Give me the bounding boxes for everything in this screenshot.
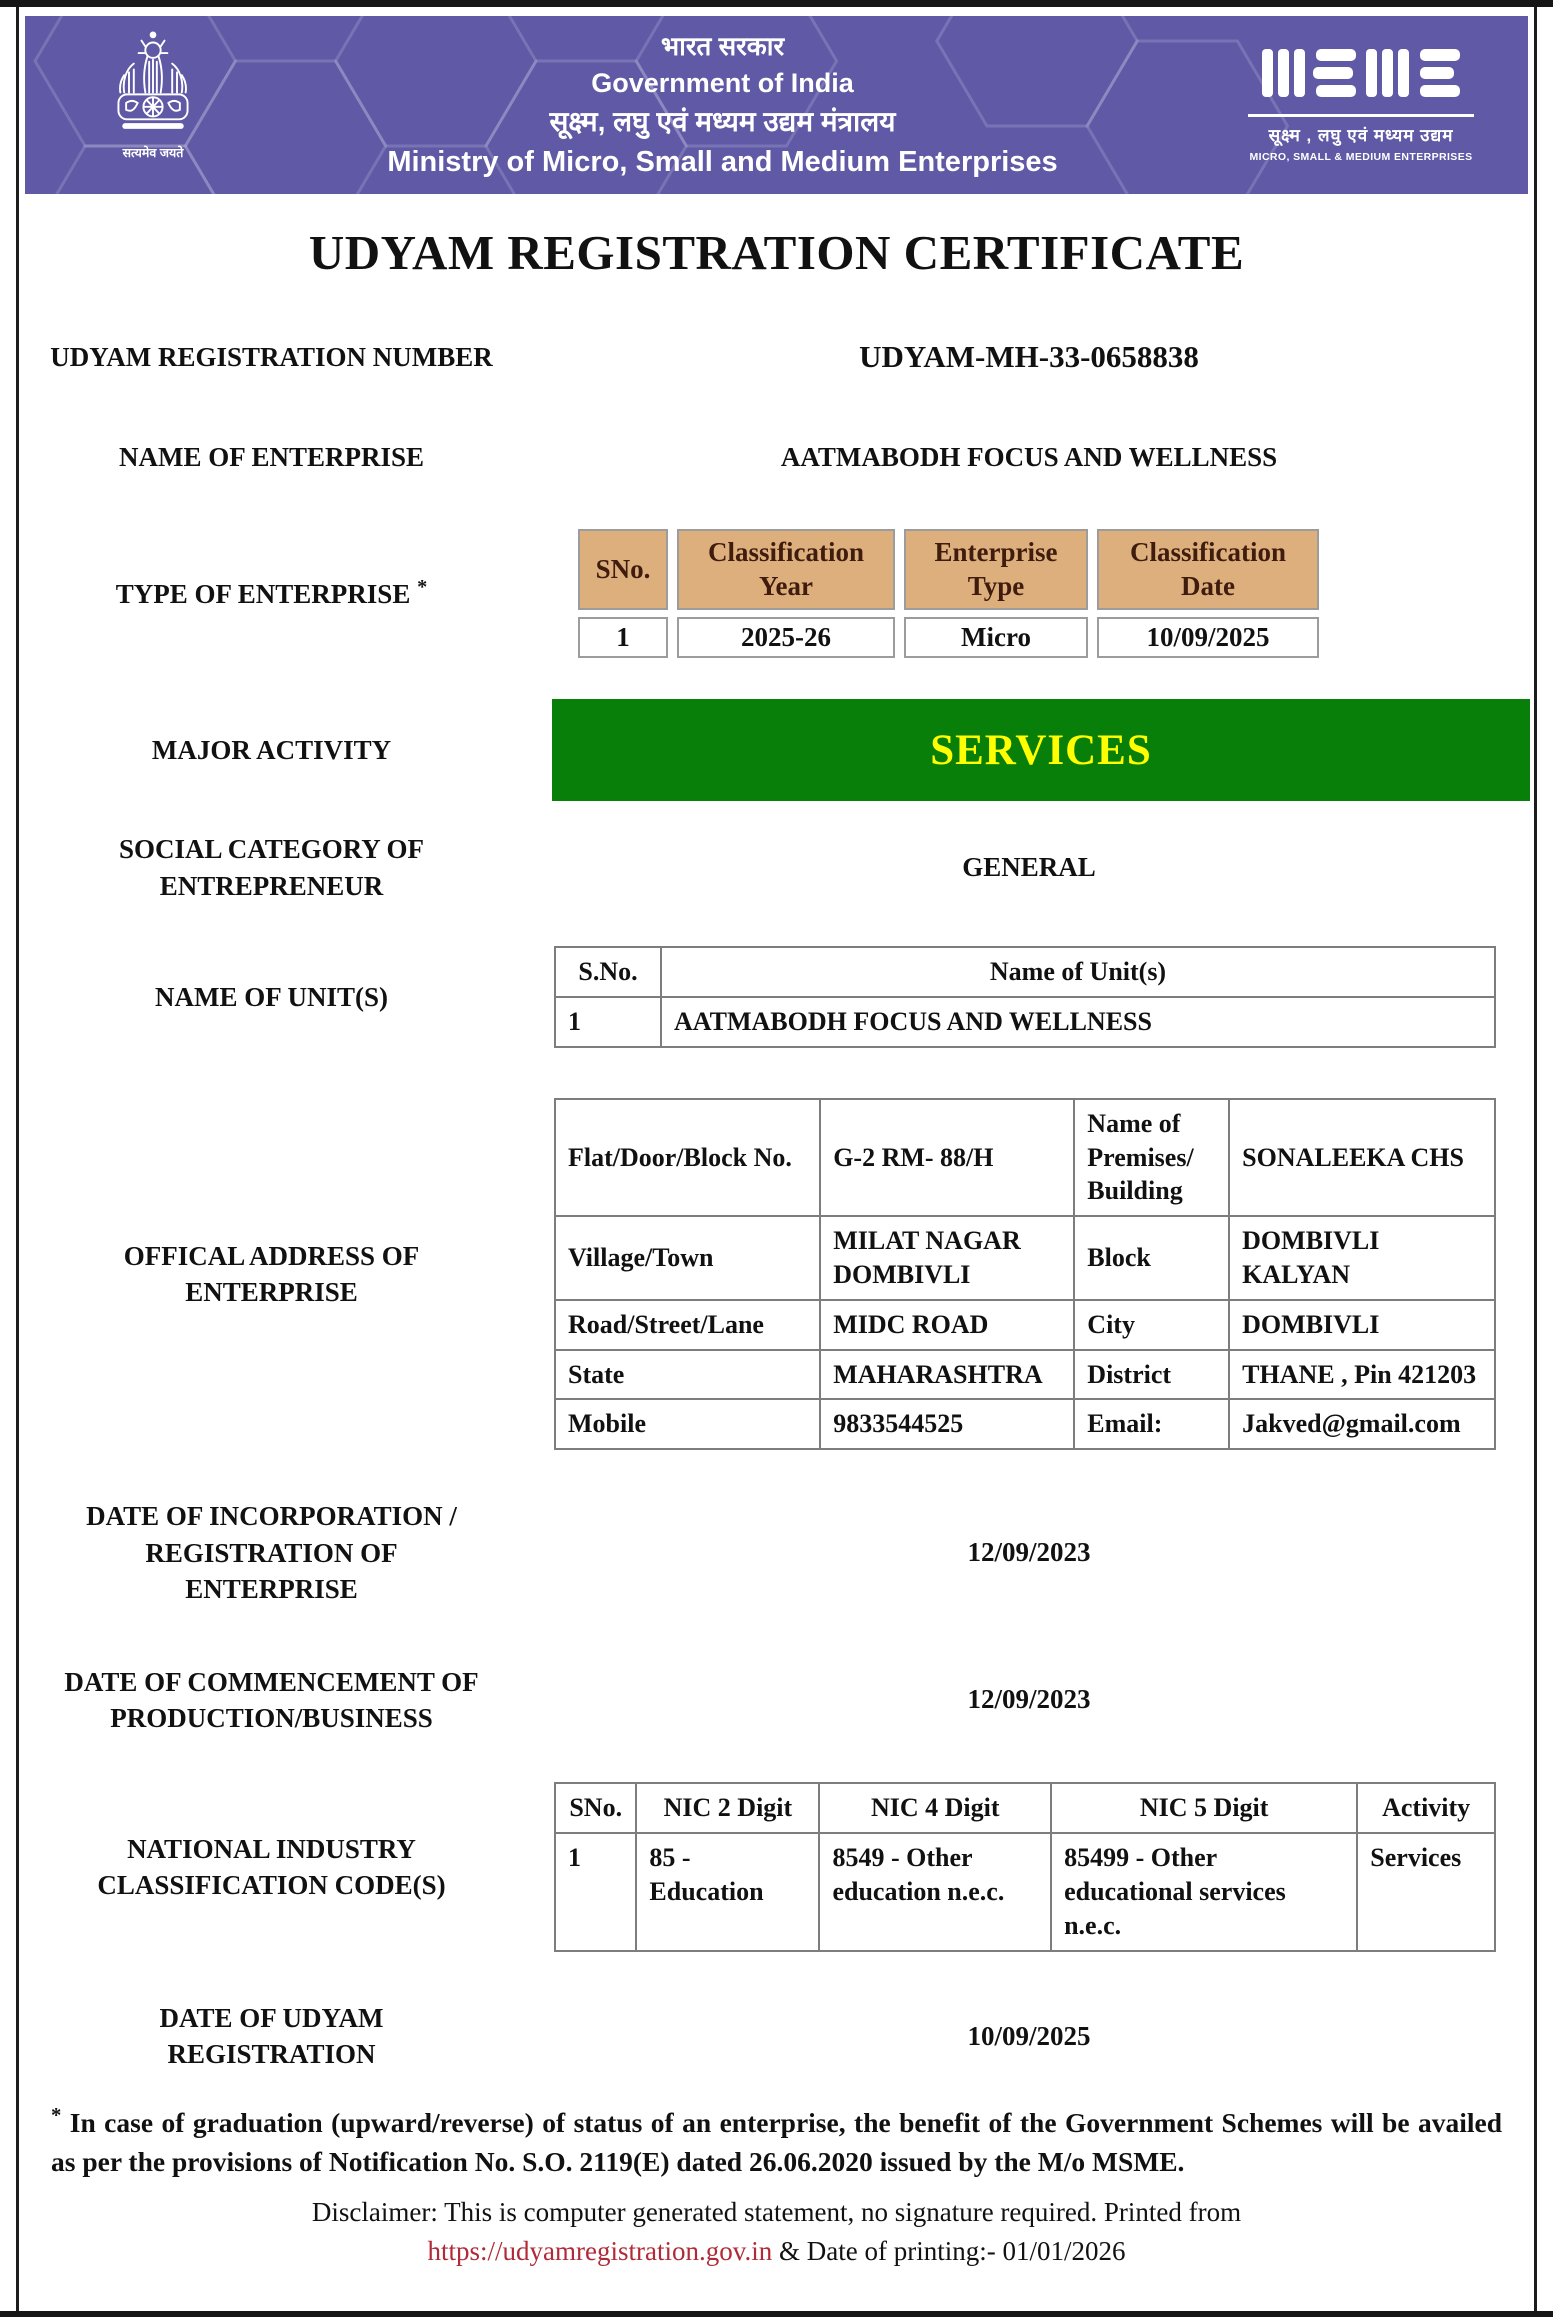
udyam-reg-date-label-text: DATE OF UDYAM REGISTRATION xyxy=(159,2002,384,2070)
table-cell: DOMBIVLI KALYAN xyxy=(1229,1216,1495,1300)
government-banner xyxy=(25,16,1528,194)
table-header-row xyxy=(578,529,1319,611)
disclaimer-text: Disclaimer: This is computer generated statement, no signature required. Printed from xyxy=(311,2196,1242,2227)
commencement-date-label: DATE OF COMMENCEMENT OF PRODUCTION/BUSINESS xyxy=(64,1666,479,1733)
msme-logo-icon xyxy=(1242,47,1480,163)
table-row xyxy=(578,617,1319,658)
major-activity-banner xyxy=(552,699,1530,801)
incorporation-date-label xyxy=(19,1498,524,1607)
table-cell: SONALEEKA CHS xyxy=(1229,1099,1495,1216)
column-header: NIC 5 Digit xyxy=(1051,1783,1357,1833)
table-cell: 1 xyxy=(578,617,668,658)
table-cell: 8549 - Other education n.e.c. xyxy=(819,1833,1051,1950)
column-header: S.No. xyxy=(555,947,661,997)
enterprise-name-value: AATMABODH FOCUS AND WELLNESS xyxy=(780,442,1278,473)
table-row xyxy=(555,1099,1495,1216)
column-header: SNo. xyxy=(578,529,668,611)
govt-of-india-hindi: भारत सरकार xyxy=(660,31,785,61)
social-category-value: GENERAL xyxy=(962,852,1096,883)
table-cell: THANE , Pin 421203 xyxy=(1229,1350,1495,1400)
page-bottom-border xyxy=(0,2311,1553,2317)
table-cell: Jakved@gmail.com xyxy=(1229,1399,1495,1449)
nic-table-wrap xyxy=(524,1782,1534,1951)
udyam-registration-link[interactable]: https://udyamregistration.gov.in xyxy=(427,2235,773,2266)
banner-text-block xyxy=(203,33,1242,177)
enterprise-type-label-text: TYPE OF ENTERPRISE xyxy=(115,579,411,610)
msme-logo-english: MICRO, SMALL & MEDIUM ENTERPRISES xyxy=(1249,151,1473,163)
table-row xyxy=(555,1216,1495,1300)
column-header: NIC 2 Digit xyxy=(636,1783,819,1833)
table-cell: G-2 RM- 88/H xyxy=(820,1099,1074,1216)
major-activity-value: SERVICES xyxy=(930,726,1152,774)
table-row xyxy=(555,1300,1495,1350)
incorporation-date-value: 12/09/2023 xyxy=(967,1537,1091,1568)
table-cell: DOMBIVLI xyxy=(1229,1300,1495,1350)
table-cell: 10/09/2025 xyxy=(1097,617,1319,658)
table-cell: Flat/Door/Block No. xyxy=(555,1099,820,1216)
table-row xyxy=(555,997,1495,1047)
urn-value: UDYAM-MH-33-0658838 xyxy=(859,339,1199,375)
incorporation-date-label-text: DATE OF INCORPORATION / REGISTRATION OF ENTERPRISE xyxy=(86,1501,457,1605)
table-cell: Village/Town xyxy=(555,1216,820,1300)
table-cell: Mobile xyxy=(555,1399,820,1449)
table-cell: Block xyxy=(1074,1216,1229,1300)
column-header: SNo. xyxy=(555,1783,636,1833)
social-category-row xyxy=(19,831,1534,904)
graduation-footnote-text: In case of graduation (upward/reverse) of status of an enterprise, the benefit of the Government Schemes will be availed as per the provisions of Notification No. S.O. 2119(E) dated 26.06.2020 issued by the M/o MSME. xyxy=(51,2107,1502,2177)
ministry-hindi: सूक्ष्म, लघु एवं मध्यम उद्यम मंत्रालय xyxy=(549,106,896,137)
table-cell: 9833544525 xyxy=(820,1399,1074,1449)
table-cell: Road/Street/Lane xyxy=(555,1300,820,1350)
asterisk-marker: * xyxy=(51,2105,62,2128)
table-cell: AATMABODH FOCUS AND WELLNESS xyxy=(661,997,1495,1047)
address-table-wrap xyxy=(524,1098,1534,1450)
enterprise-name-label: NAME OF ENTERPRISE xyxy=(118,442,425,473)
major-activity-label: MAJOR ACTIVITY xyxy=(151,735,392,766)
commencement-date-value: 12/09/2023 xyxy=(967,1684,1091,1715)
table-cell: District xyxy=(1074,1350,1229,1400)
incorporation-date-row xyxy=(19,1498,1534,1607)
nic-codes-row xyxy=(19,1782,1534,1951)
urn-label: UDYAM REGISTRATION NUMBER xyxy=(50,342,493,372)
table-cell: Micro xyxy=(904,617,1088,658)
column-header: Classification Year xyxy=(677,529,895,611)
address-label: OFFICAL ADDRESS OF ENTERPRISE xyxy=(123,1240,420,1308)
disclaimer xyxy=(19,2193,1534,2271)
india-emblem-icon xyxy=(103,27,203,184)
table-cell: 85 - Education xyxy=(636,1833,819,1950)
units-label: NAME OF UNIT(S) xyxy=(155,981,388,1012)
column-header: Activity xyxy=(1357,1783,1495,1833)
ministry-english: Ministry of Micro, Small and Medium Enterprises xyxy=(387,146,1058,178)
table-cell: MILAT NAGAR DOMBIVLI xyxy=(820,1216,1074,1300)
table-cell: Name of Premises/ Building xyxy=(1074,1099,1229,1216)
enterprise-type-row xyxy=(19,522,1534,666)
nic-codes-label: NATIONAL INDUSTRY CLASSIFICATION CODE(S) xyxy=(97,1833,446,1900)
urn-row xyxy=(19,339,1534,375)
table-row xyxy=(555,1399,1495,1449)
social-category-label: SOCIAL CATEGORY OF ENTREPRENEUR xyxy=(118,834,425,901)
table-cell: MAHARASHTRA xyxy=(820,1350,1074,1400)
certificate-title: UDYAM REGISTRATION CERTIFICATE xyxy=(308,225,1245,280)
page-top-border xyxy=(0,0,1553,7)
units-table xyxy=(554,946,1496,1048)
table-cell: Services xyxy=(1357,1833,1495,1950)
table-row xyxy=(555,1833,1495,1950)
address-row xyxy=(19,1098,1534,1450)
graduation-footnote xyxy=(51,2102,1502,2180)
address-table xyxy=(554,1098,1496,1450)
table-cell: MIDC ROAD xyxy=(820,1300,1074,1350)
table-cell: 1 xyxy=(555,1833,636,1950)
table-cell: State xyxy=(555,1350,820,1400)
udyam-reg-date-row xyxy=(19,2000,1534,2073)
table-row xyxy=(555,1350,1495,1400)
msme-logo-rule xyxy=(1248,114,1474,117)
commencement-date-row xyxy=(19,1664,1534,1737)
enterprise-name-row xyxy=(19,439,1534,475)
column-header: Classification Date xyxy=(1097,529,1319,611)
printing-date-text: & Date of printing:- 01/01/2026 xyxy=(779,2235,1126,2266)
svg-text:सत्यमेव जयते: सत्यमेव जयते xyxy=(122,145,184,160)
table-header-row xyxy=(555,947,1495,997)
table-cell: Email: xyxy=(1074,1399,1229,1449)
column-header: Enterprise Type xyxy=(904,529,1088,611)
table-header-row xyxy=(555,1783,1495,1833)
units-row xyxy=(19,946,1534,1048)
govt-of-india-english: Government of India xyxy=(591,68,854,98)
table-cell: 1 xyxy=(555,997,661,1047)
classification-table xyxy=(569,522,1328,666)
udyam-reg-date-label xyxy=(19,2000,524,2073)
udyam-reg-date-value: 10/09/2025 xyxy=(967,2020,1091,2051)
table-cell: City xyxy=(1074,1300,1229,1350)
table-cell: 2025-26 xyxy=(677,617,895,658)
table-cell: 85499 - Other educational services n.e.c. xyxy=(1051,1833,1357,1950)
column-header: Name of Unit(s) xyxy=(661,947,1495,997)
column-header: NIC 4 Digit xyxy=(819,1783,1051,1833)
nic-table xyxy=(554,1782,1496,1951)
units-table-wrap xyxy=(524,946,1534,1048)
msme-logo-hindi: सूक्ष्म , लघु एवं मध्यम उद्यम xyxy=(1268,126,1454,145)
major-activity-row xyxy=(19,699,1534,801)
asterisk-marker: * xyxy=(417,576,428,599)
certificate-frame xyxy=(16,7,1537,2311)
classification-table-wrap xyxy=(524,522,1534,666)
enterprise-type-label xyxy=(19,574,524,612)
